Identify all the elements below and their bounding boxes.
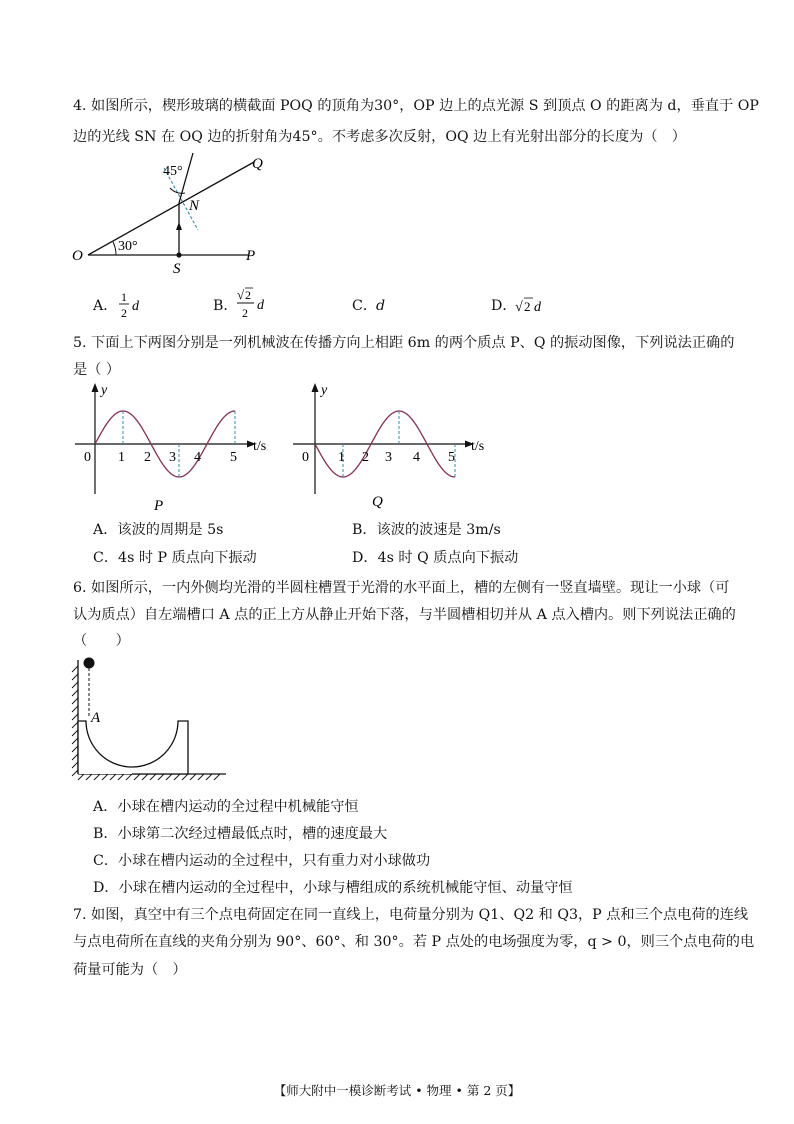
svg-text:1: 1 xyxy=(121,290,127,304)
svg-text:d: d xyxy=(534,300,541,315)
svg-text:√: √ xyxy=(515,300,523,315)
q5-line1: 5. 下面上下两图分别是一列机械波在传播方向上相距 6m 的两个质点 P、Q 的振动图像，下列说法正确的 xyxy=(73,335,735,351)
q4-label-30: 30° xyxy=(118,239,138,254)
q6-figure xyxy=(68,652,233,787)
q6-option-d: D．小球在槽内运动的全过程中，小球与槽组成的系统机械能守恒、动量守恒 xyxy=(93,880,573,896)
q5-graph-p xyxy=(70,380,280,515)
q5-option-b: B．该波的波速是 3m/s xyxy=(352,522,501,538)
q4-option-c-value: d xyxy=(376,298,386,314)
q5-q-tick-5: 5 xyxy=(448,450,455,465)
q5-p-tick-3: 3 xyxy=(169,450,176,465)
q4-option-b-value xyxy=(236,284,276,322)
q6-label-A: A xyxy=(91,710,101,726)
q6-option-b: B．小球第二次经过槽最低点时，槽的速度最大 xyxy=(93,826,388,842)
q5-p-name: P xyxy=(154,498,164,514)
q5-q-tick-0: 0 xyxy=(302,450,309,465)
q5-q-tick-4: 4 xyxy=(413,450,420,465)
q5-q-t-label: t/s xyxy=(471,439,485,454)
q5-option-c: C．4s 时 P 质点向下振动 xyxy=(93,550,257,566)
q5-option-d: D．4s 时 Q 质点向下振动 xyxy=(352,550,519,566)
q5-q-tick-1: 1 xyxy=(338,450,345,465)
q4-label-P: P xyxy=(246,248,256,264)
q6-option-c: C．小球在槽内运动的全过程中，只有重力对小球做功 xyxy=(93,853,431,869)
q4-line1: 4. 如图所示，楔形玻璃的横截面 POQ 的顶角为30°，OP 边上的点光源 S 到顶点 O 的距离为 d，垂直于 OP xyxy=(73,98,759,114)
q5-p-tick-5: 5 xyxy=(230,450,237,465)
q4-label-45: 45° xyxy=(163,164,183,179)
svg-text:2: 2 xyxy=(121,306,127,320)
q5-q-y-label: y xyxy=(321,383,328,398)
q4-figure xyxy=(68,150,288,275)
svg-text:2: 2 xyxy=(242,306,248,320)
q6-line3: （ ） xyxy=(73,633,130,649)
q7-line1: 7. 如图，真空中有三个点电荷固定在同一直线上，电荷量分别为 Q1、Q2 和 Q3，P 点和三个点电荷的连线 xyxy=(73,907,749,923)
svg-text:d: d xyxy=(257,298,264,313)
q5-p-t-label: t/s xyxy=(253,439,267,454)
q4-option-a-value xyxy=(118,288,158,322)
page-footer: 【师大附中一模诊断考试 • 物理 • 第 2 页】 xyxy=(273,1083,521,1098)
q5-p-tick-2: 2 xyxy=(144,450,151,465)
svg-text:√: √ xyxy=(237,287,245,302)
q5-line2: 是（ ） xyxy=(73,362,121,378)
q4-option-a-label: A． xyxy=(93,298,118,314)
q4-label-O: O xyxy=(72,248,83,264)
q5-q-tick-3: 3 xyxy=(385,450,392,465)
svg-text:2: 2 xyxy=(524,299,531,314)
q4-option-c-label: C． xyxy=(352,298,378,314)
q5-q-tick-2: 2 xyxy=(362,450,369,465)
q5-p-tick-4: 4 xyxy=(194,450,201,465)
svg-text:d: d xyxy=(132,299,139,314)
q5-p-y-label: y xyxy=(101,383,108,398)
q5-p-tick-1: 1 xyxy=(118,450,125,465)
q4-option-b-label: B． xyxy=(213,298,238,314)
q4-label-Q: Q xyxy=(252,156,263,172)
q7-line2: 与点电荷所在直线的夹角分别为 90°、60°、和 30°。若 P 点处的电场强度为零，q > 0，则三个点电荷的电 xyxy=(73,934,755,950)
q6-option-a: A．小球在槽内运动的全过程中机械能守恒 xyxy=(93,799,359,815)
q5-graph-q xyxy=(288,380,508,515)
q4-label-S: S xyxy=(173,261,181,275)
q5-option-a: A．该波的周期是 5s xyxy=(93,522,224,538)
q4-option-d-label: D． xyxy=(491,298,517,314)
q4-option-d-value xyxy=(514,292,554,318)
q5-q-name: Q xyxy=(372,494,383,510)
q7-line3: 荷量可能为（ ） xyxy=(73,962,187,978)
svg-text:2: 2 xyxy=(245,288,251,302)
q6-line1: 6. 如图所示，一内外侧均光滑的半圆柱槽置于光滑的水平面上，槽的左侧有一竖直墙壁。现让一小球（可 xyxy=(73,580,730,596)
q4-line2: 边的光线 SN 在 OQ 边的折射角为45°。不考虑多次反射，OQ 边上有光射出部分的长度为（ ） xyxy=(73,129,686,145)
q4-label-N: N xyxy=(189,198,200,214)
q5-p-tick-0: 0 xyxy=(84,450,91,465)
q6-line2: 认为质点）自左端槽口 A 点的正上方从静止开始下落，与半圆槽相切并从 A 点入槽内。则下列说法正确的 xyxy=(73,607,736,623)
